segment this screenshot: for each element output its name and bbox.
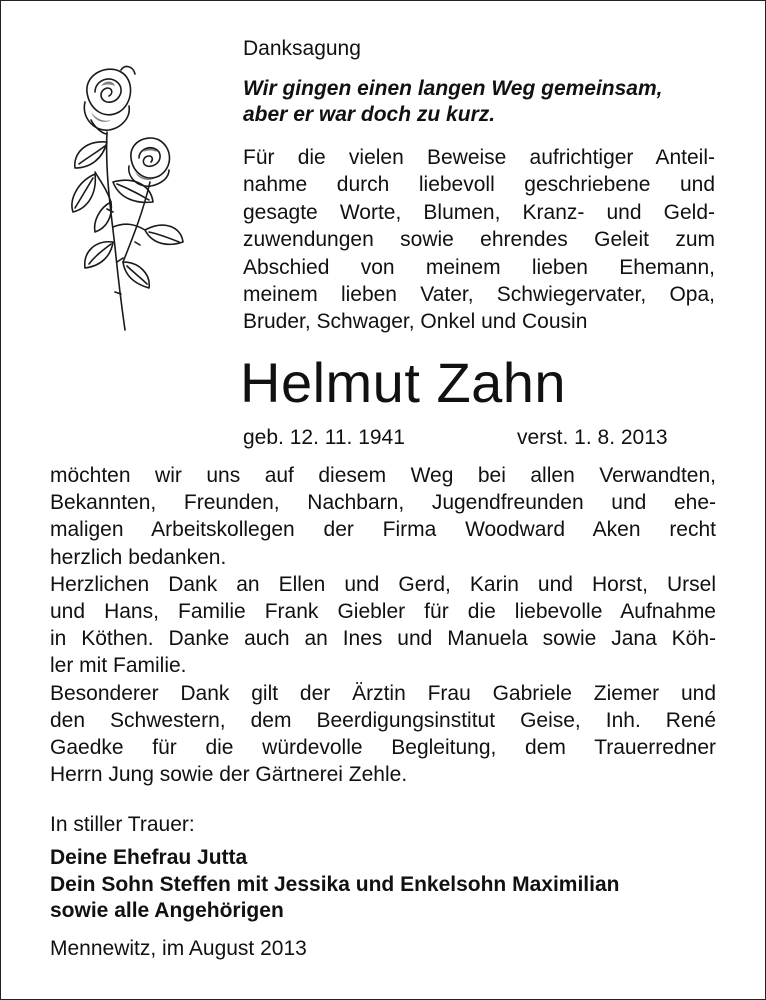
body-line: möchten wir uns auf diesem Weg bei allen Verwandten, [50, 464, 716, 487]
body-line: Herzlichen Dank an Ellen und Gerd, Karin und Horst, Ursel [50, 572, 716, 596]
thanks-paragraph [50, 462, 716, 788]
place-date: Mennewitz, im August 2013 [50, 937, 307, 960]
body-line: herzlich bedanken. [50, 545, 227, 569]
deceased-name: Helmut Zahn [240, 351, 567, 414]
quote [243, 76, 733, 128]
intro-line: Für die vielen Beweise aufrichtiger Anteil- [243, 146, 715, 169]
body-line: maligen Arbeitskollegen der Firma Woodward Aken recht [50, 518, 716, 542]
signer-line: Deine Ehefrau Jutta [50, 846, 248, 869]
quote-line: aber er war doch zu kurz. [243, 103, 496, 126]
intro-line: meinem lieben Vater, Schwiegervater, Opa, [243, 283, 715, 307]
signer-line: Dein Sohn Steffen mit Jessika und Enkelsohn Maximilian [50, 872, 620, 896]
rose-icon [55, 62, 195, 332]
intro-line: nahme durch liebevoll geschriebene und [243, 173, 715, 197]
body-line: den Schwestern, dem Beerdigungsinstitut Geise, Inh. René [50, 708, 716, 732]
intro-paragraph [243, 144, 715, 336]
body-line: ler mit Familie. [50, 654, 187, 678]
intro-line: Bruder, Schwager, Onkel und Cousin [243, 310, 588, 334]
intro-line: gesagte Worte, Blumen, Kranz- und Geld- [243, 200, 715, 224]
death-date: verst. 1. 8. 2013 [517, 426, 668, 449]
intro-line: zuwendungen sowie ehrendes Geleit zum [243, 228, 715, 252]
birth-date: geb. 12. 11. 1941 [243, 426, 405, 449]
quote-line: Wir gingen einen langen Weg gemeinsam, [243, 77, 663, 100]
body-line: Bekannten, Freunden, Nachbarn, Jugendfreunden und ehe- [50, 491, 716, 515]
notice-heading: Danksagung [243, 37, 361, 60]
signers [50, 845, 619, 925]
body-line: Gaedke für die würdevolle Begleitung, dem Trauerredner [50, 736, 716, 760]
mourning-label: In stiller Trauer: [50, 813, 195, 836]
body-line: in Köthen. Danke auch an Ines und Manuela sowie Jana Köh- [50, 627, 716, 651]
signer-line: sowie alle Angehörigen [50, 899, 284, 922]
body-line: und Hans, Familie Frank Giebler für die liebevolle Aufnahme [50, 600, 716, 624]
body-line: Herrn Jung sowie der Gärtnerei Zehle. [50, 763, 408, 787]
body-line: Besonderer Dank gilt der Ärztin Frau Gabriele Ziemer und [50, 681, 716, 705]
intro-line: Abschied von meinem lieben Ehemann, [243, 255, 715, 279]
